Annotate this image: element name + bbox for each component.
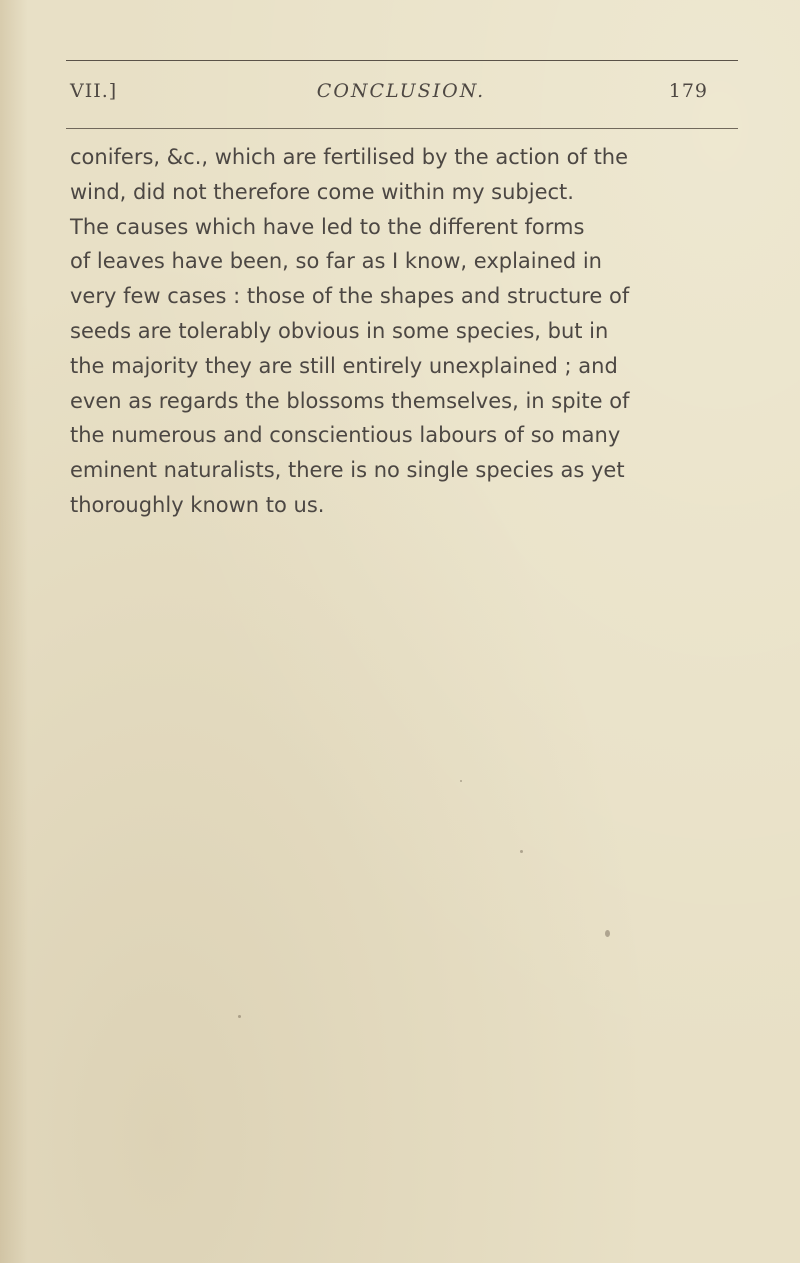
text-line: even as regards the blossoms themselves, in spite of	[70, 388, 630, 413]
text-line: the numerous and conscientious labours of so many	[70, 423, 621, 448]
paper-speck	[460, 780, 462, 782]
text-line: the majority they are still entirely unexplained ; and	[70, 353, 618, 378]
paper-speck	[605, 930, 610, 937]
page-edge-shadow	[0, 0, 28, 1263]
chapter-title: CONCLUSION.	[316, 80, 486, 102]
body-paragraph	[70, 140, 770, 523]
text-line: conifers, &c., which are fertilised by the action of the	[70, 145, 629, 169]
text-line: The causes which have led to the different forms	[70, 214, 585, 239]
text-line: very few cases : those of the shapes and structure of	[70, 284, 630, 309]
running-head	[70, 80, 718, 110]
text-line: of leaves have been, so far as I know, explained in	[70, 249, 602, 274]
header-rule-bottom	[66, 128, 738, 129]
page-number: 179	[668, 80, 708, 102]
paper-speck	[520, 850, 523, 853]
text-line: eminent naturalists, there is no single species as yet	[70, 458, 625, 483]
text-line: thoroughly known to us.	[70, 492, 325, 517]
text-line: wind, did not therefore come within my subject.	[70, 179, 574, 204]
text-line: seeds are tolerably obvious in some species, but in	[70, 318, 609, 343]
paper-speck	[238, 1015, 241, 1018]
chapter-number: VII.]	[70, 80, 118, 102]
header-rule-top	[66, 60, 738, 61]
